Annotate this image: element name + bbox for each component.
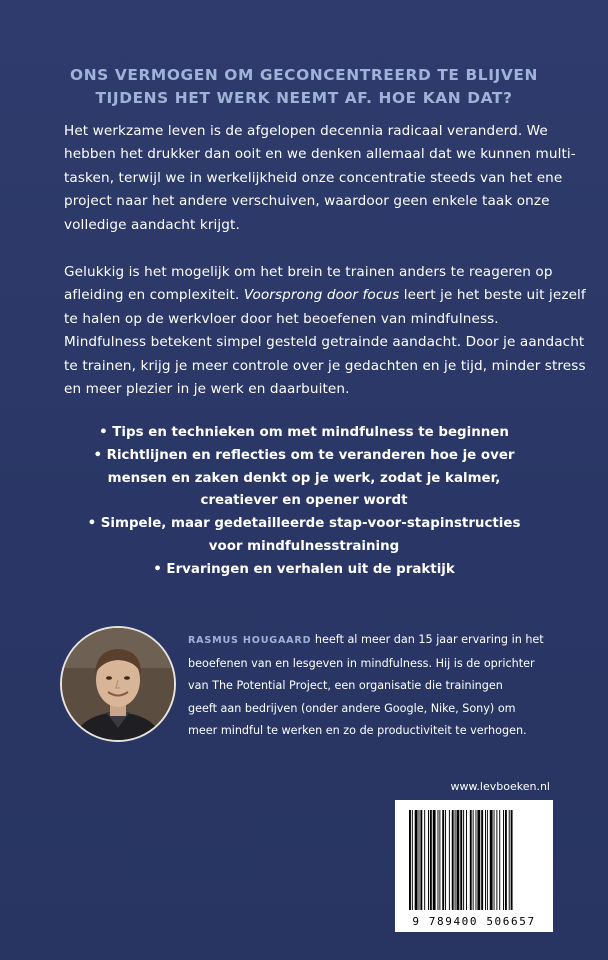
headline-line-1: ONS VERMOGEN OM GECONCENTREERD TE BLIJVEN — [70, 66, 538, 84]
barcode-bar — [412, 810, 413, 910]
bullet-line-5: • Simpele, maar gedetailleerde stap-voor-stapinstructies — [87, 516, 521, 532]
description-line-3: te halen op de werkvloer door het beoefenen van mindfulness. — [64, 310, 499, 327]
barcode-bar — [438, 810, 439, 910]
description-line-1: Gelukkig is het mogelijk om het brein te trainen anders te reageren op — [64, 264, 553, 280]
barcode-bar — [476, 810, 477, 910]
bio-line-1 — [188, 629, 564, 653]
barcode-bar — [433, 810, 436, 910]
description-line-4: Mindfulness betekent simpel gesteld getrainde aandacht. Door je aandacht — [64, 334, 585, 351]
bullet-line-2: • Richtlijnen en reflecties om te veranderen hoe je over — [93, 447, 515, 463]
description-line-5: te trainen, krijg je meer controle over je gedachten en je tijd, minder stress — [64, 357, 586, 374]
author-bio — [188, 629, 564, 743]
barcode-bar — [481, 810, 483, 910]
bullet-line-4: creatiever en opener wordt — [200, 493, 408, 509]
barcode-bar — [420, 810, 422, 910]
intro-line-1: Het werkzame leven is de afgelopen decennia radicaal veranderd. We — [64, 123, 548, 139]
barcode-bar — [511, 810, 513, 910]
headline-line-2: TIJDENS HET WERK NEEMT AF. HOE KAN DAT? — [95, 89, 513, 107]
barcode-bar — [466, 810, 467, 910]
barcode-bar — [449, 810, 450, 910]
barcode-bar — [452, 810, 454, 910]
barcode-bar — [460, 810, 462, 910]
intro-paragraph — [64, 120, 576, 237]
author-photo — [60, 626, 176, 742]
description-line-2-start: afleiding en complexiteit. — [64, 287, 240, 304]
barcode-bar — [509, 810, 510, 910]
intro-line-3: tasken, terwijl we in werkelijkheid onze concentratie steeds van het ene — [64, 169, 563, 186]
barcode-bar — [442, 810, 444, 910]
barcode-bar — [439, 810, 440, 910]
description-line-2 — [64, 284, 586, 307]
barcode-bar — [457, 810, 460, 910]
barcode-bar — [477, 810, 480, 910]
bio-line-1-text: heeft al meer dan 15 jaar ervaring in het — [311, 633, 544, 646]
bullet-line-7: • Ervaringen en verhalen uit de praktijk — [153, 561, 455, 577]
barcode-bar — [490, 810, 493, 910]
feature-bullet-list — [40, 422, 568, 582]
description-paragraph — [64, 261, 586, 401]
barcode-bar — [505, 810, 507, 910]
isbn-barcode — [395, 800, 553, 932]
bullet-line-3: mensen en zaken denkt op je werk, zodat je kalmer, — [107, 470, 501, 486]
barcode-bar — [428, 810, 429, 910]
barcode-bar — [503, 810, 504, 910]
bio-line-5: meer mindful te werken en zo de productiviteit te verhogen. — [188, 724, 527, 738]
bullet-line-1: • Tips en technieken om met mindfulness te beginnen — [99, 425, 509, 440]
description-line-2-end: leert je het beste uit jezelf — [399, 287, 586, 304]
barcode-bar — [496, 810, 497, 910]
barcode-bar — [487, 810, 488, 910]
barcode-bar — [419, 810, 420, 910]
barcode-bar — [473, 810, 474, 910]
bio-line-3: van The Potential Project, een organisatie die trainingen — [188, 679, 503, 693]
isbn-number: 9 789400 506657 — [412, 915, 536, 928]
barcode-bar — [424, 810, 425, 910]
intro-line-2: hebben het drukker dan ooit en we denken allemaal dat we kunnen multi- — [64, 146, 576, 163]
barcode-bar — [409, 810, 411, 910]
barcode-bar — [415, 810, 418, 910]
barcode-bar — [494, 810, 495, 910]
barcode-bar — [430, 810, 432, 910]
bio-line-2: beoefenen van en lesgeven in mindfulness. Hij is de oprichter — [188, 656, 535, 670]
barcode-bar — [455, 810, 456, 910]
book-title-italic: Voorsprong door focus — [243, 287, 400, 304]
barcode-bar — [485, 810, 486, 910]
headline — [40, 64, 568, 110]
barcode-bar — [445, 810, 446, 910]
bio-line-4: geeft aan bedrijven (onder andere Google, Nike, Sony) om — [188, 701, 516, 715]
barcode-bars — [405, 810, 543, 910]
author-portrait-graphic — [62, 628, 174, 740]
barcode-bar — [470, 810, 472, 910]
barcode-bar — [463, 810, 464, 910]
publisher-website: www.levboeken.nl — [450, 780, 550, 793]
barcode-bar — [499, 810, 500, 910]
author-name: RASMUS HOUGAARD — [188, 635, 312, 646]
intro-line-5: volledige aandacht krijgt. — [64, 216, 240, 233]
intro-line-4: project naar het andere verschuiven, waardoor geen enkele taak onze — [64, 193, 550, 210]
bullet-line-6: voor mindfulnesstraining — [208, 538, 400, 554]
description-line-6: en meer plezier in je werk en daarbuiten. — [64, 381, 350, 398]
